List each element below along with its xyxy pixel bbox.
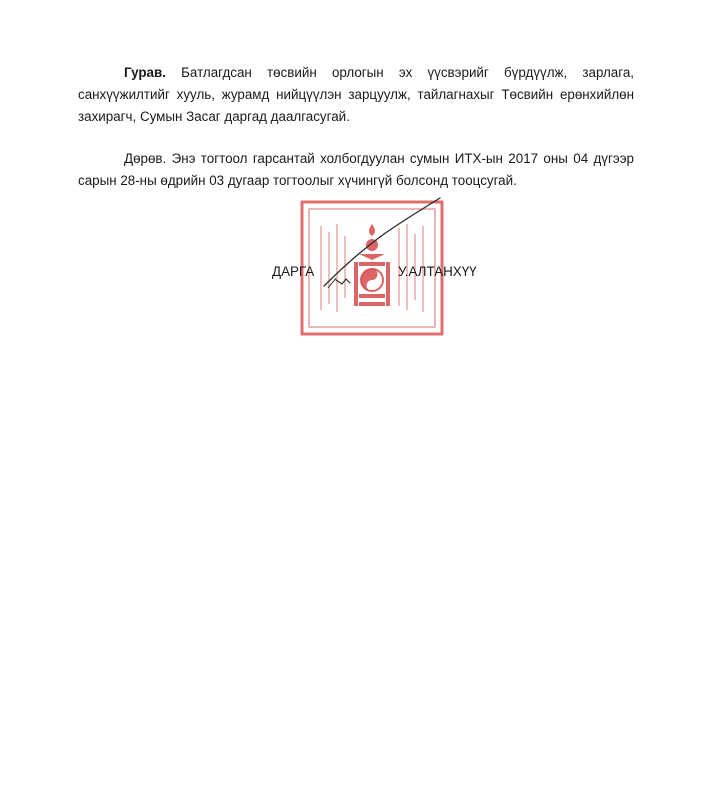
paragraph-three (78, 62, 634, 128)
signatory-title: ДАРГА (272, 264, 315, 279)
paragraph-four-text: Дөрөв. Энэ тогтоол гарсантай холбогдуулан сумын ИТХ-ын 2017 оны 04 дүгээр сарын 28-ны өдрийн 03 дугаар тогтоолыг хүчингүй болсонд тооцсугай. (78, 151, 634, 188)
paragraph-three-text: Батлагдсан төсвийн орлогын эх үүсвэрийг бүрдүүлж, зарлага, санхүүжилтийг хууль, журамд нийцүүлэн зарцуулж, тайлагнахыг Төсвийн ерөнхийлөн захирагч, Сумын Засаг даргад даалгасугай. (78, 65, 634, 124)
paragraph-three-lead: Гурав. (124, 65, 166, 80)
paragraph-four (78, 148, 634, 192)
handwritten-signature-icon (300, 188, 460, 308)
signatory-name: У.АЛТАНХҮҮ (398, 264, 477, 279)
